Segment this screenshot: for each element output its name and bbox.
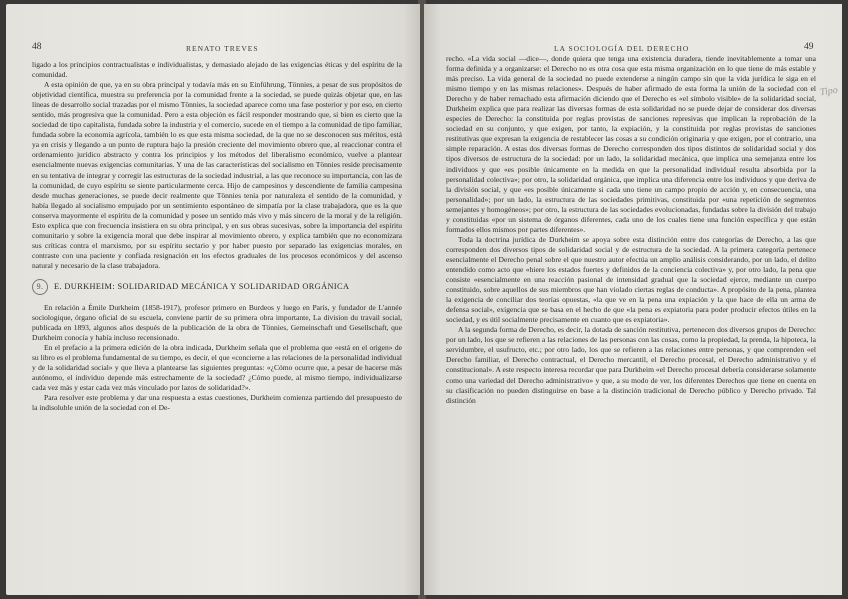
left-page <box>6 4 420 595</box>
right-paragraph-2: Toda la doctrina jurídica de Durkheim se apoya sobre esta distinción entre dos categorías de Derecho, a las que corresponden dos diversos tipos de solidaridad social y de estructura de la sociedad. A la primera categoría pertenece esencialmente el Derecho penal sobre el que nuestro autor efectúa un amplio análisis considerando, por un lado, el delito entendido como acto que «hiere los estados fuertes y definidos de la conciencia colectiva» y, por otro lado, la pena que consiste «esencialmente en una reacción pasional de intensidad gradual que la sociedad ejerce, mediante un cuerpo constituido, sobre aquellos de sus miembros que han violado ciertas reglas de conducta». A propósito de la pena, plantea la exigencia de conciliar dos teorías opuestas, «la que ve en la pena una expiación y la que hace de ella un arma de defensa social», exigencia que se basa en el hecho de que «la pena es expiatoria para poder producir efectos útiles en la sociedad, y es útil socialmente precisamente en cuanto que es expiatoria». <box>446 234 816 325</box>
right-page-number: 49 <box>804 42 814 52</box>
right-page <box>424 4 842 595</box>
left-paragraph-4: En el prefacio a la primera edición de la obra indicada, Durkheim señala que el problema que «está en el origen» de su libro es el problema fundamental de su tiempo, es decir, el que «concierne a las relaciones de la personalidad individual y de la solidaridad social» y que lleva a plantearse las siguientes preguntas: «¿Cómo ocurre que, a pesar de hacerse más autónomo, el individuo depende más estrechamente de la sociedad? ¿Cómo puede, al mismo tiempo, individualizarse cada vez más y estar cada vez más vinculado por lazos de solidaridad?». <box>32 343 402 393</box>
section-heading <box>32 279 402 295</box>
left-paragraph-1: ligado a los principios contractualistas e individualistas, y demasiado alejado de las exigencias éticas y del espíritu de la comunidad. <box>32 60 402 80</box>
left-paragraph-3: En relación a Émile Durkheim (1858-1917), profesor primero en Burdeos y luego en París, y fundador de L'année sociologique, órgano oficial de su escuela, conviene partir de su primera obra importante, La division du travail social, publicada en 1893, algunos años después de la publicación de la obra de Tönnies, Gemeinschaft und Gesellschaft, que Durkheim conocía y había incluso recensionado. <box>32 302 402 343</box>
right-page-body <box>446 54 816 406</box>
handwritten-margin-note: Tipo <box>819 84 839 99</box>
section-number-circle: 9. <box>32 279 48 295</box>
left-page-number: 48 <box>32 42 42 52</box>
right-running-head: LA SOCIOLOGÍA DEL DERECHO <box>554 44 690 53</box>
left-paragraph-2: A esta opinión de que, ya en su obra principal y todavía más en su Einführung, Tönnies, a pesar de sus propósitos de objetividad científica, muestra su preferencia por la comunidad frente a la sociedad, se puede quizás objetar que, en las líneas de desarrollo social trazadas por el mismo Tönnies, la sociedad aparece como una fase posterior y por eso, en cierto sentido, más progresiva que la comunidad. Pero a esta objeción es fácil responder mostrando que, si bien es cierto que la sociedad de tipo capitalista, fundada sobre la industria y el comercio, sucede en el tiempo a la comunidad de tipo familiar, fundada sobre la economía agrícola, también lo es que esta misma sociedad, de la que no se desconocen sus méritos, está ya en crisis y llegando a un punto de ruptura bajo la presión creciente del movimiento obrero que, al reaccionar contra el ordenamiento jurídico abstracto y contra los principios y los métodos del liberalismo económico, vuelve a plantear esencialmente nuevas exigencias comunitarias. Y una de las características del socialismo en Tönnies reside precisamente en su tentativa de integrar y corregir las estructuras de la sociedad industrial, a las que reconoce su importancia, con las de la comunidad, de cuyo espíritu se siente particularmente cerca. Hijo de campesinos y descendiente de familia campesina desde muchas generaciones, se puede decir realmente que Tönnies tenía por naturaleza el sentido de la comunidad, y había llegado al socialismo empujado por un sentimiento espontáneo de simpatía por la clase trabajadora, que es la que conserva mayormente el espíritu de la comunidad y posee un sentido más vivo y más sincero de la moral y de la religión. Esto explica que con frecuencia insistiera en su obra principal, y en sus obras sucesivas, sobre la importancia del espíritu comunitario y sobre la exigencia moral que debe inspirar al movimiento obrero, y explica también que no economizara sus críticas contra el marxismo, por su espíritu sectario y por haber puesto por separado las exigencias morales, en contraste con una paciente y confiada resignación en los efectos graduales de los procesos económicos y del ascenso natural y necesario de la clase trabajadora. <box>32 80 402 270</box>
right-paragraph-1: recho. «La vida social —dice—, donde quiera que tenga una existencia duradera, tiende inevitablemente a tomar una forma definida y a organizarse: el Derecho no es otra cosa que esta misma organización en lo que tiene de más estable y más preciso. La vida general de la sociedad no puede extenderse a ningún campo sin que la vida jurídica le siga en el mismo tiempo y en las mismas relaciones». Después de haber afirmado de esta forma la unión de la sociedad con el Derecho y de haber remachado esta afirmación diciendo que el Derecho es «el símbolo visible» de la solidaridad social, Durkheim explica que para realizar las diversas formas de esta solidaridad no se puede dejar de considerar dos diversas especies de Derecho: la constituida por reglas provistas de sanciones represivas que implican la reprobación de la sociedad en su conjunto, y que exigen, por tanto, la expiación, y la constituida por reglas provistas de sanciones restitutivas que expresan la exigencia de restablecer las cosas a su condición originaria y que exigen, por el contrario, una simple reparación. A estas dos diversas formas de Derecho corresponden dos tipos distintos de solidaridad social y dos tipos diversos de estructura de la sociedad: por un lado, la solidaridad mecánica, que implica una semejanza entre los individuos y que «es posible únicamente en la medida en que la personalidad individual resulta absorbida por la personalidad colectiva»; por otro, la solidaridad orgánica, que implica una diferencia entre los individuos y que deriva de la división social, y que «es posible únicamente si cada uno tiene un campo propio de acción y, en consecuencia, una personalidad»; por un lado, la estructura de las sociedades primitivas, constituida por «una repetición de segmentos semejantes y homogéneos»; por otro, la estructura de las sociedades evolucionadas, fundadas sobre la división del trabajo y constituidas «por un sistema de órganos diferentes, cada uno de los cuales tiene una función específica y que están formados ellos mismos por partes diferentes». <box>446 54 816 234</box>
left-page-body <box>32 60 402 414</box>
left-running-head: RENATO TREVES <box>186 44 259 53</box>
right-paragraph-3: A la segunda forma de Derecho, es decir, la dotada de sanción restitutiva, pertenecen dos diversos grupos de Derecho: por un lado, los que se refieren a las relaciones de las personas con las cosas, como la propiedad, la prenda, la hipoteca, la servidumbre, el usufructo, etc.; por otro lado, los que se refieren a las relaciones entre personas, y que comprenden «el Derecho familiar, el Derecho contractual, el Derecho mercantil, el Derecho procesal, el Derecho administrativo y el constitucional». A este respecto interesa recordar que para Durkheim «el Derecho procesal debería considerarse solamente como una variedad del Derecho administrativo» y que, a su modo de ver, los diferentes Derechos que tiene en cuenta en su clasificación no pueden distinguirse en base a la distinción tradicional de Derecho público y Derecho privado. Tal distinción <box>446 325 816 405</box>
left-paragraph-5: Para resolver este problema y dar una respuesta a estas cuestiones, Durkheim comienza partiendo del presupuesto de la indisoluble unión de la sociedad con el De- <box>32 393 402 413</box>
section-title: E. DURKHEIM: SOLIDARIDAD MECÁNICA Y SOLIDARIDAD ORGÁNICA <box>54 281 350 291</box>
